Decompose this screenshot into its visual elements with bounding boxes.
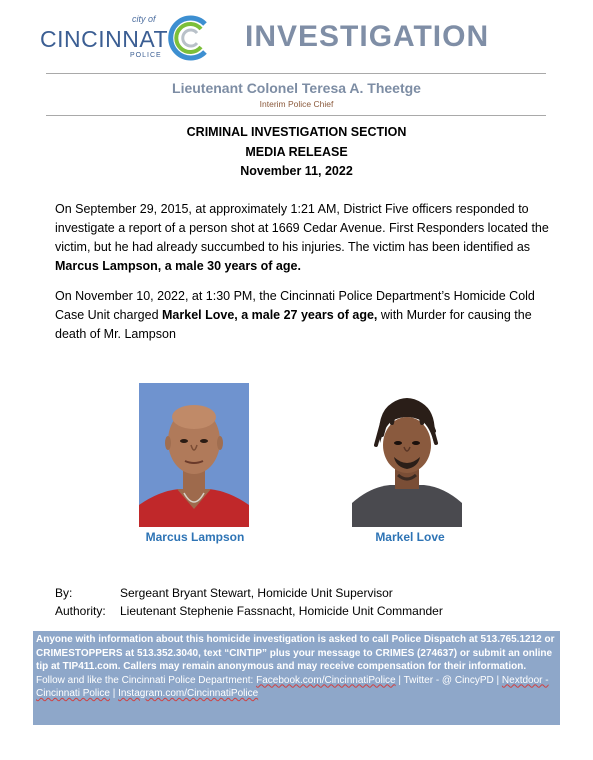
by-value: Sergeant Bryant Stewart, Homicide Unit Supervisor <box>120 586 393 600</box>
header-divider-top <box>46 73 546 74</box>
by-label: By: <box>55 586 73 600</box>
logo-wordmark: CINCINNATI <box>40 26 175 52</box>
release-type: MEDIA RELEASE <box>245 145 348 159</box>
incident-text: On September 29, 2015, at approximately 1:21 AM, District Five officers responded to investigate a report of a person shot at 1669 Cedar Avenue. First Responders located the victim, but he had already succumbed to his injuries. The victim has been identified as <box>55 202 549 254</box>
logo-swirl-icon <box>165 14 213 62</box>
page-title: INVESTIGATION <box>245 20 490 53</box>
incident-paragraph <box>55 200 560 276</box>
victim-photo-caption: Marcus Lampson <box>145 530 245 544</box>
victim-photo <box>139 383 249 527</box>
charge-paragraph <box>55 287 560 344</box>
follow-prefix: Follow and like the Cincinnati Police Department: <box>36 674 257 686</box>
nextdoor-text: Nextdoor - Cincinnati Police <box>36 674 549 699</box>
credits-authority-row <box>55 602 443 620</box>
suspect-photo <box>352 383 462 527</box>
release-date: November 11, 2022 <box>240 164 353 178</box>
charge-text-b: with Murder for causing the death of Mr. Lampson <box>55 308 532 341</box>
suspect-photo-caption: Markel Love <box>375 530 445 544</box>
authority-label: Authority: <box>55 604 106 618</box>
credits-by-row <box>55 584 443 602</box>
suspect-identity: Markel Love, a male 27 years of age, <box>162 308 378 322</box>
twitter-text: | Twitter - @ CincyPD | <box>395 674 502 686</box>
header-divider-bottom <box>46 115 546 116</box>
facebook-link[interactable]: Facebook.com/CincinnatiPolice <box>256 674 396 686</box>
authority-value: Lieutenant Stephenie Fassnacht, Homicide Unit Commander <box>120 604 443 618</box>
logo-city-of: city of <box>132 14 156 24</box>
tip-info-box <box>33 631 560 725</box>
social-follow-line <box>36 674 557 701</box>
chief-title: Interim Police Chief <box>259 99 334 109</box>
credits-block <box>55 584 443 620</box>
tip-instructions: Anyone with information about this homicide investigation is asked to call Police Dispatch at 513.765.1212 or CRIMESTOPPERS at 513.352.3040, text “CINTIP” plus your message to CRIMES (274637) or submit an online tip at TIP411.com. Callers may remain anonymous and may receive compensation for their information. <box>36 634 555 672</box>
chief-name: Lieutenant Colonel Teresa A. Theetge <box>172 80 421 96</box>
section-heading: CRIMINAL INVESTIGATION SECTION <box>186 125 407 139</box>
cincinnati-police-logo <box>40 14 210 66</box>
charge-text-a: On November 10, 2022, at 1:30 PM, the Cincinnati Police Department’s Homicide Cold Case Unit charged <box>55 289 535 322</box>
victim-identity: Marcus Lampson, a male 30 years of age. <box>55 259 301 273</box>
instagram-link[interactable]: Instagram.com/CincinnatiPolice <box>118 688 259 699</box>
social-separator: | <box>109 688 119 699</box>
logo-police: POLICE <box>130 52 162 59</box>
